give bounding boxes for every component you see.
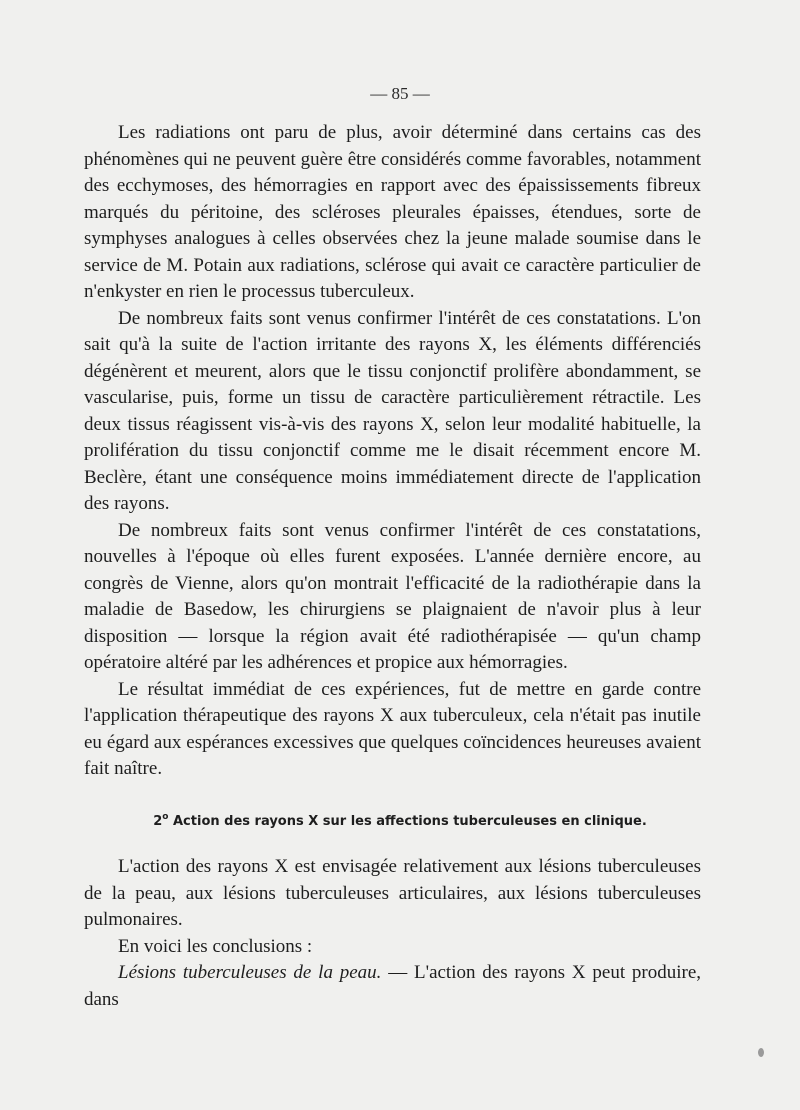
section-number: 2 bbox=[153, 814, 163, 829]
page-number: — 85 — bbox=[370, 84, 430, 103]
section-title: Action des rayons X sur les affections tuberculeuses en clinique. bbox=[173, 814, 647, 829]
paragraph: Le résultat immédiat de ces expériences, fut de mettre en garde contre l'application thérapeutique des rayons X aux tuberculeux, cela n'était pas inutile eu égard aux espérances excessives que quelques coïncidences heureuses avaient fait naître. bbox=[84, 678, 701, 779]
section-ordinal: o bbox=[162, 812, 169, 822]
paragraph: De nombreux faits sont venus confirmer l'intérêt de ces constatations. L'on sait qu'à la suite de l'action irritante des rayons X, les éléments différenciés dégénèrent et meurent, alors que le tissu conjonctif prolifère abondamment, se vascularise, puis, forme un tissu de caractère particulièrement rétractile. Les deux tissus réagissent vis-à-vis des rayons X, selon leur modalité habituelle, la prolifération du tissu conjonctif comme me le disait récemment encore M. Beclère, étant une conséquence moins immédiatement directe de l'application des rayons. bbox=[84, 307, 701, 514]
paragraph: Les radiations ont paru de plus, avoir déterminé dans certains cas des phénomènes qui ne peuvent guère être considérés comme favorables, notamment des ecchymoses, des hémorragies en rapport avec des épaississements fibreux marqués du péritoine, des scléroses pleurales épaisses, étendues, sorte de symphyses analogues à celles observées chez la jeune malade soumise dans le service de M. Potain aux radiations, sclérose qui avait ce caractère particulier de n'enkyster en rien le processus tuberculeux. bbox=[84, 122, 701, 302]
body-text-top bbox=[84, 120, 701, 783]
paragraph: De nombreux faits sont venus confirmer l'intérêt de ces constatations, nouvelles à l'époque où elles furent exposées. L'année dernière encore, au congrès de Vienne, alors qu'on montrait l'efficacité de la radiothérapie dans la maladie de Basedow, les chirurgiens se plaignaient de n'avoir plus à leur disposition — lorsque la région avait été radiothérapisée — qu'un champ opératoire altéré par les adhérences et propice aux hémorragies. bbox=[84, 519, 701, 673]
italic-lead: Lésions tuberculeuses de la peau. bbox=[118, 962, 382, 983]
paragraph-last bbox=[84, 960, 701, 1013]
body-text-bottom bbox=[84, 854, 701, 1013]
section-heading bbox=[0, 814, 800, 829]
paragraph-text: — L'action des rayons X peut produire, dans bbox=[84, 962, 702, 1010]
ink-speck bbox=[758, 1048, 764, 1057]
paragraph: L'action des rayons X est envisagée relativement aux lésions tuberculeuses de la peau, aux lésions tuberculeuses articulaires, aux lésions tuberculeuses pulmonaires. bbox=[84, 856, 701, 930]
paragraph: En voici les conclusions : bbox=[118, 935, 313, 957]
